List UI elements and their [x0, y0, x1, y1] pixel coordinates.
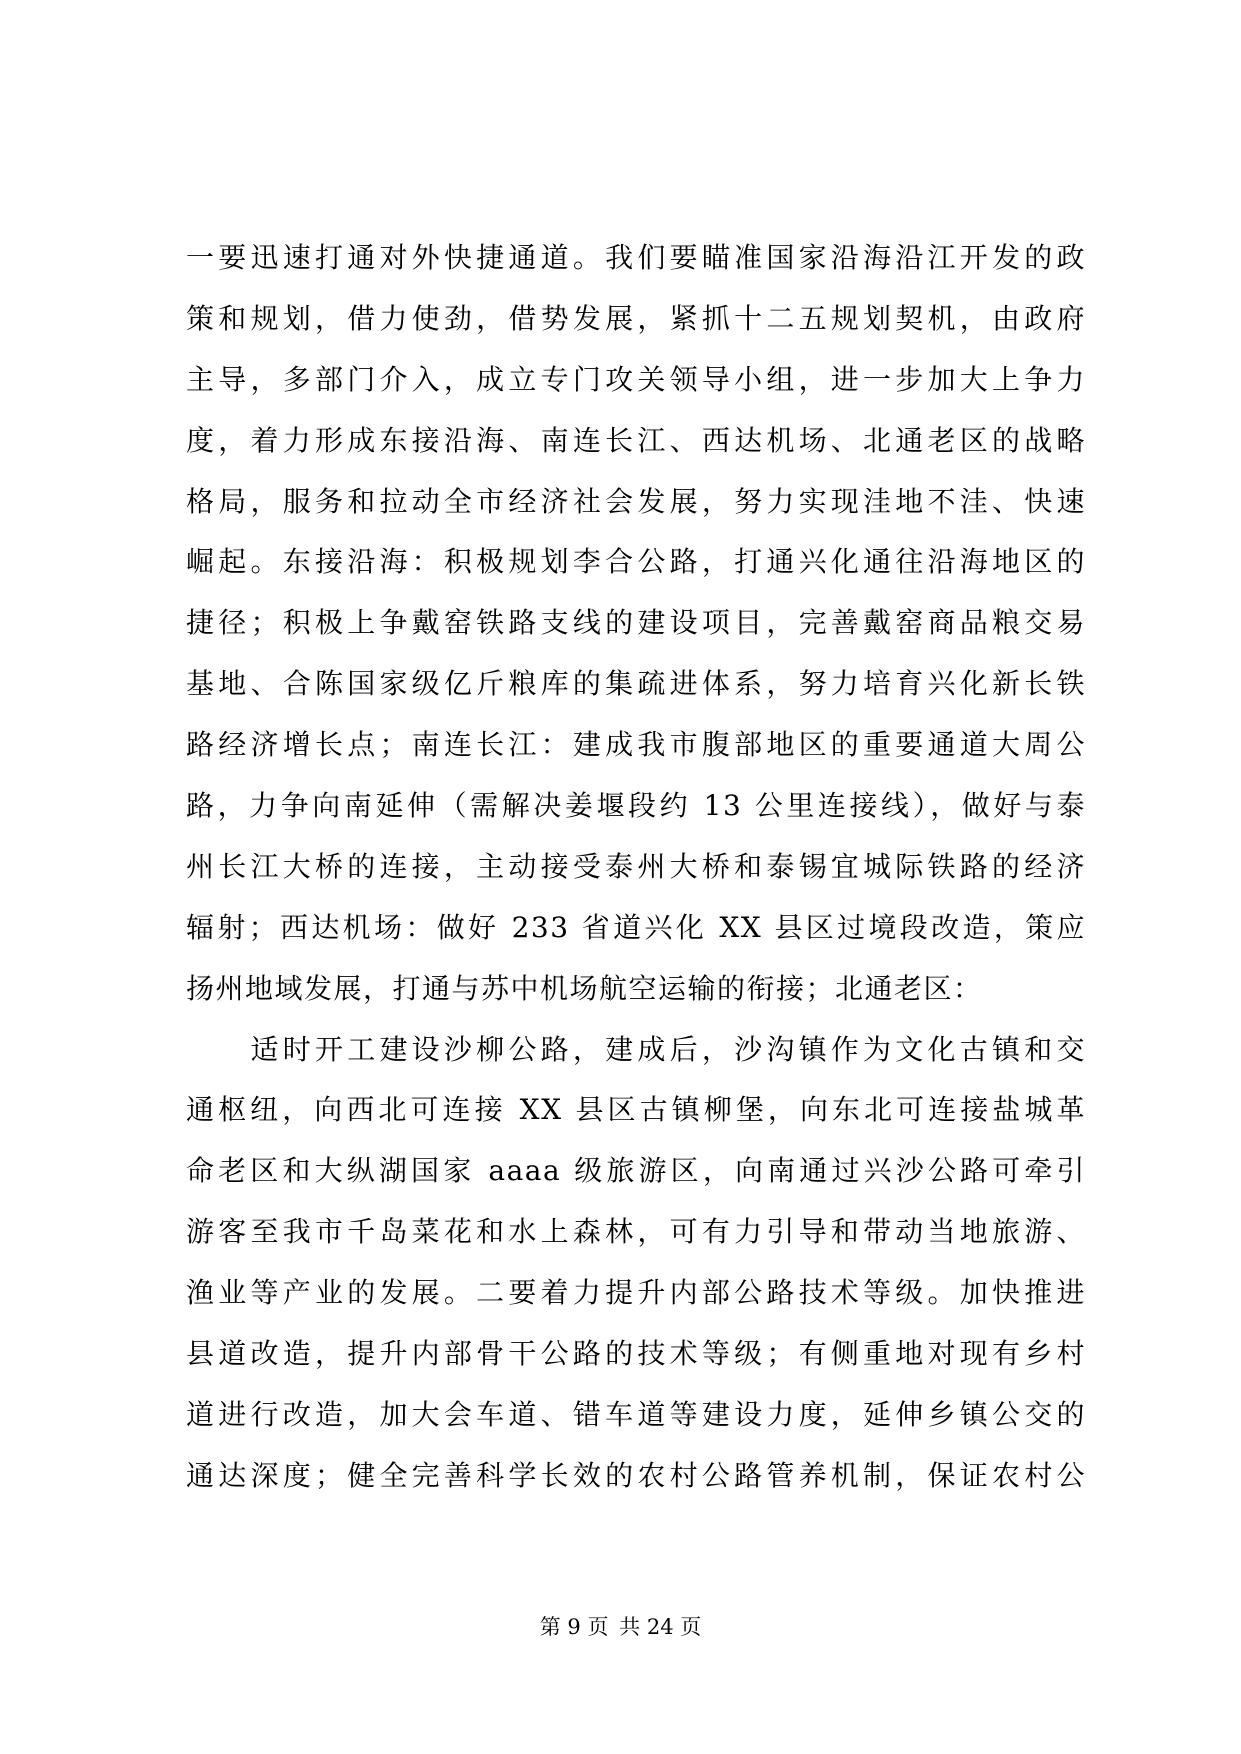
text-line-12: 辐射；西达机场：做好 233 省道兴化 XX 县区过境段改造，策应 — [186, 910, 1086, 944]
text-line-8: 基地、合陈国家级亿斤粮库的集疏进体系，努力培育兴化新长铁 — [186, 667, 1086, 701]
text-line-21: 通达深度；健全完善科学长效的农村公路管养机制，保证农村公 — [186, 1458, 1086, 1492]
text-line-14: 适时开工建设沙柳公路，建成后，沙沟镇作为文化古镇和交 — [186, 1032, 1086, 1066]
text-line-5: 格局，服务和拉动全市经济社会发展，努力实现洼地不洼、快速 — [186, 484, 1086, 518]
text-line-20: 道进行改造，加大会车道、错车道等建设力度，延伸乡镇公交的 — [186, 1397, 1086, 1431]
text-line-11: 州长江大桥的连接，主动接受泰州大桥和泰锡宜城际铁路的经济 — [186, 849, 1086, 883]
text-line-18: 渔业等产业的发展。二要着力提升内部公路技术等级。加快推进 — [186, 1276, 1086, 1310]
text-line-7: 捷径；积极上争戴窑铁路支线的建设项目，完善戴窑商品粮交易 — [186, 606, 1086, 640]
text-line-9: 路经济增长点；南连长江：建成我市腹部地区的重要通道大周公 — [186, 728, 1086, 762]
text-line-10: 路，力争向南延伸（需解决姜堰段约 13 公里连接线），做好与泰 — [186, 789, 1086, 823]
text-line-1: 一要迅速打通对外快捷通道。我们要瞄准国家沿海沿江开发的政 — [186, 241, 1086, 274]
text-line-4: 度，着力形成东接沿海、南连长江、西达机场、北通老区的战略 — [186, 423, 1086, 457]
text-line-19: 县道改造，提升内部骨干公路的技术等级；有侧重地对现有乡村 — [186, 1337, 1086, 1371]
text-line-3: 主导，多部门介入，成立专门攻关领导小组，进一步加大上争力 — [186, 362, 1086, 396]
text-line-15: 通枢纽，向西北可连接 XX 县区古镇柳堡，向东北可连接盐城革 — [186, 1093, 1086, 1127]
text-line-13: 扬州地域发展，打通与苏中机场航空运输的衔接；北通老区： — [186, 971, 983, 1005]
text-line-6: 崛起。东接沿海：积极规划李合公路，打通兴化通往沿海地区的 — [186, 545, 1086, 579]
text-line-16: 命老区和大纵湖国家 aaaa 级旅游区，向南通过兴沙公路可牵引 — [186, 1154, 1086, 1188]
page-number: 第 9 页 — [539, 1615, 609, 1639]
body-text — [186, 228, 1086, 1507]
text-line-2: 策和规划，借力使劲，借势发展，紧抓十二五规划契机，由政府 — [186, 301, 1086, 335]
text-line-17: 游客至我市千岛菜花和水上森林，可有力引导和带动当地旅游、 — [186, 1215, 1086, 1249]
page-footer — [0, 1612, 1241, 1642]
page-total: 共 24 页 — [619, 1615, 702, 1639]
